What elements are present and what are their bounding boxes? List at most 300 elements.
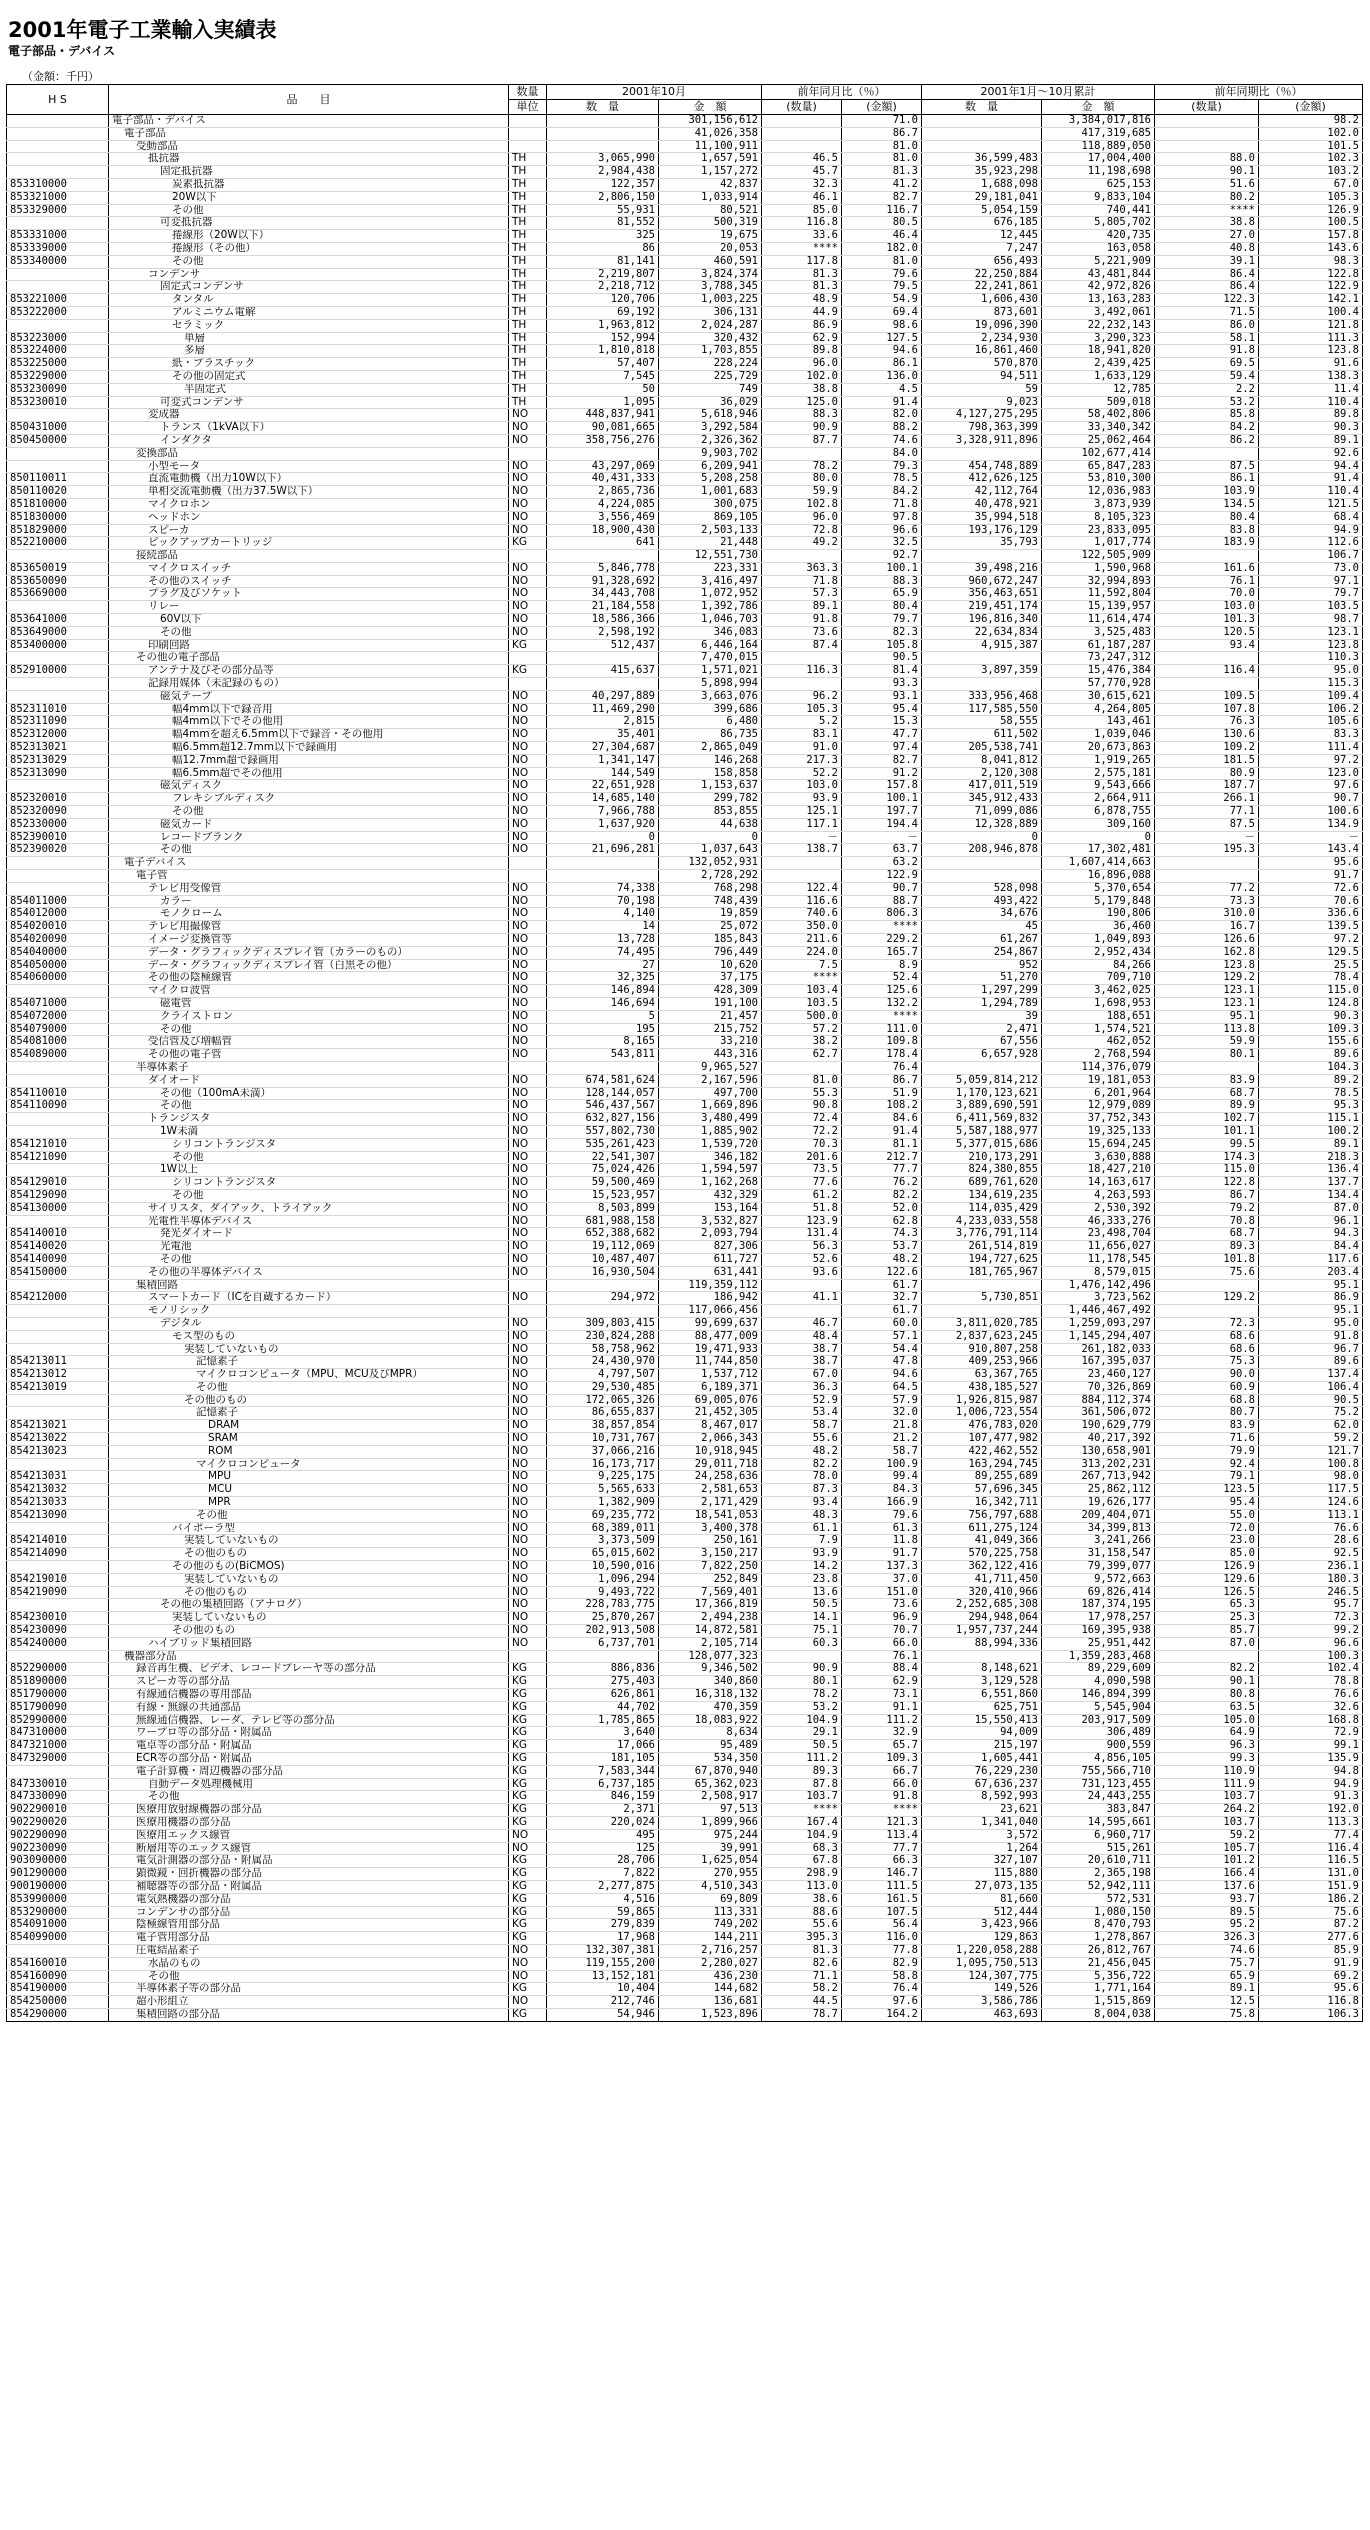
cell-unit: NO <box>509 601 547 614</box>
cell-cum-amt-pct: 102.4 <box>1259 1663 1363 1676</box>
cell-cum-qty: 35,923,298 <box>922 166 1042 179</box>
cell-item: 電気熱機器の部分品 <box>109 1893 509 1906</box>
cell-amt-pct: 92.7 <box>842 550 922 563</box>
cell-qty: 40,297,889 <box>547 690 659 703</box>
cell-cum-amt-pct: 89.1 <box>1259 1138 1363 1151</box>
cell-amt-pct: 109.8 <box>842 1036 922 1049</box>
cell-cum-amount: 15,139,957 <box>1042 601 1155 614</box>
table-row <box>7 1804 1363 1817</box>
table-row <box>7 281 1363 294</box>
cell-cum-amount: 1,278,867 <box>1042 1932 1155 1945</box>
cell-item: 顕微鏡・回折機器の部分品 <box>109 1868 509 1881</box>
cell-unit: NO <box>509 1138 547 1151</box>
cell-hs: 854213090 <box>7 1509 109 1522</box>
cell-cum-qty: 34,676 <box>922 908 1042 921</box>
cell-qty-pct: 89.3 <box>762 1765 842 1778</box>
cell-hs <box>7 690 109 703</box>
cell-amt-pct: 73.1 <box>842 1689 922 1702</box>
cell-hs: 853321000 <box>7 191 109 204</box>
cell-qty-pct: 58.7 <box>762 1420 842 1433</box>
cell-amt-pct: 116.7 <box>842 204 922 217</box>
cell-cum-amt-pct: 124.6 <box>1259 1497 1363 1510</box>
cell-amt-pct: 136.0 <box>842 370 922 383</box>
cell-cum-amount: 34,399,813 <box>1042 1522 1155 1535</box>
cell-qty-pct: 138.7 <box>762 844 842 857</box>
cell-qty: 3,640 <box>547 1727 659 1740</box>
cell-cum-qty: 327,107 <box>922 1855 1042 1868</box>
table-row <box>7 1996 1363 2009</box>
cell-cum-qty-pct <box>1155 1061 1259 1074</box>
cell-cum-qty-pct: 55.0 <box>1155 1509 1259 1522</box>
cell-cum-amt-pct: 136.4 <box>1259 1164 1363 1177</box>
cell-qty-pct: 7.5 <box>762 959 842 972</box>
cell-unit: TH <box>509 358 547 371</box>
table-row <box>7 997 1363 1010</box>
cell-cum-amount: 33,340,342 <box>1042 422 1155 435</box>
cell-cum-qty: 4,127,275,295 <box>922 409 1042 422</box>
cell-hs: 852210000 <box>7 537 109 550</box>
cell-item: その他の陰極線管 <box>109 972 509 985</box>
cell-qty-pct: 88.6 <box>762 1906 842 1919</box>
cell-amt-pct: 32.9 <box>842 1727 922 1740</box>
cell-item: 録音再生機、ビデオ、レコードプレーヤ等の部分品 <box>109 1663 509 1676</box>
cell-cum-amount: 313,202,231 <box>1042 1458 1155 1471</box>
cell-cum-qty-pct: 83.8 <box>1155 524 1259 537</box>
cell-item: DRAM <box>109 1420 509 1433</box>
cell-cum-qty: 2,120,308 <box>922 767 1042 780</box>
cell-qty: 34,443,708 <box>547 588 659 601</box>
cell-qty: 65,015,602 <box>547 1548 659 1561</box>
cell-qty: 6,737,701 <box>547 1637 659 1650</box>
cell-amount: 346,182 <box>659 1151 762 1164</box>
cell-cum-qty-pct: － <box>1155 831 1259 844</box>
cell-amt-pct: 111.2 <box>842 1714 922 1727</box>
cell-qty-pct: 67.0 <box>762 1369 842 1382</box>
table-row <box>7 460 1363 473</box>
cell-amount: 97,513 <box>659 1804 762 1817</box>
cell-cum-amt-pct: 98.3 <box>1259 255 1363 268</box>
cell-amount: 270,955 <box>659 1868 762 1881</box>
cell-cum-amount: 11,614,474 <box>1042 614 1155 627</box>
cell-item: その他の電子管 <box>109 1049 509 1062</box>
cell-cum-amt-pct: 115.1 <box>1259 1113 1363 1126</box>
cell-cum-qty-pct: 73.3 <box>1155 895 1259 908</box>
cell-hs <box>7 1394 109 1407</box>
cell-amt-pct: 21.2 <box>842 1433 922 1446</box>
cell-unit: NO <box>509 1228 547 1241</box>
cell-item: 印刷回路 <box>109 639 509 652</box>
cell-amount: 153,164 <box>659 1202 762 1215</box>
cell-qty <box>547 870 659 883</box>
cell-cum-amt-pct: 97.1 <box>1259 575 1363 588</box>
cell-amt-pct: 53.7 <box>842 1241 922 1254</box>
cell-cum-qty-pct: 85.8 <box>1155 409 1259 422</box>
cell-cum-amount: 6,960,717 <box>1042 1829 1155 1842</box>
cell-qty-pct: 52.9 <box>762 1394 842 1407</box>
col-unit: 単位 <box>509 100 547 115</box>
cell-qty: 5,565,633 <box>547 1484 659 1497</box>
cell-unit <box>509 1305 547 1318</box>
cell-cum-amt-pct: 87.0 <box>1259 1202 1363 1215</box>
cell-unit: NO <box>509 818 547 831</box>
cell-hs: 854129090 <box>7 1189 109 1202</box>
cell-amt-pct: 100.9 <box>842 1458 922 1471</box>
cell-amt-pct: 37.0 <box>842 1573 922 1586</box>
cell-cum-qty: 528,098 <box>922 882 1042 895</box>
cell-qty-pct: 125.0 <box>762 396 842 409</box>
cell-cum-qty-pct: 63.5 <box>1155 1701 1259 1714</box>
cell-qty: 59,865 <box>547 1906 659 1919</box>
cell-amt-pct: 122.6 <box>842 1266 922 1279</box>
cell-cum-amount: 4,263,593 <box>1042 1189 1155 1202</box>
cell-cum-amount: 5,805,702 <box>1042 217 1155 230</box>
cell-cum-amount: 17,978,257 <box>1042 1612 1155 1625</box>
cell-qty-pct: 96.2 <box>762 690 842 703</box>
cell-cum-amt-pct: 98.2 <box>1259 115 1363 128</box>
cell-cum-qty-pct: 69.5 <box>1155 358 1259 371</box>
cell-unit: NO <box>509 844 547 857</box>
col-cum-qty-pct: (数量) <box>1155 100 1259 115</box>
cell-qty: 74,495 <box>547 946 659 959</box>
cell-amount: 1,657,591 <box>659 153 762 166</box>
cell-cum-amt-pct: 92.5 <box>1259 1548 1363 1561</box>
cell-cum-amt-pct: 122.9 <box>1259 281 1363 294</box>
cell-qty: 886,836 <box>547 1663 659 1676</box>
cell-qty: 1,095 <box>547 396 659 409</box>
table-row <box>7 1253 1363 1266</box>
cell-amount: 5,618,946 <box>659 409 762 422</box>
cell-hs <box>7 550 109 563</box>
cell-cum-amount: 1,049,893 <box>1042 934 1155 947</box>
cell-amount: 3,150,217 <box>659 1548 762 1561</box>
cell-cum-qty-pct: 95.1 <box>1155 1010 1259 1023</box>
cell-cum-amount: 25,862,112 <box>1042 1484 1155 1497</box>
cell-hs: 852313021 <box>7 742 109 755</box>
cell-amt-pct: 111.0 <box>842 1023 922 1036</box>
cell-hs <box>7 1164 109 1177</box>
cell-hs: 854099000 <box>7 1932 109 1945</box>
cell-unit: NO <box>509 1599 547 1612</box>
cell-item: 実装していないもの <box>109 1612 509 1625</box>
cell-unit: NO <box>509 690 547 703</box>
table-row <box>7 1458 1363 1471</box>
cell-qty: 122,357 <box>547 178 659 191</box>
table-row <box>7 1113 1363 1126</box>
cell-qty-pct: 116.3 <box>762 665 842 678</box>
cell-unit: NO <box>509 716 547 729</box>
cell-qty: 2,371 <box>547 1804 659 1817</box>
cell-cum-amt-pct: 134.9 <box>1259 818 1363 831</box>
cell-qty-pct: 73.5 <box>762 1164 842 1177</box>
cell-unit <box>509 1279 547 1292</box>
cell-qty: 29,530,485 <box>547 1381 659 1394</box>
col-item: 品 目 <box>109 85 509 115</box>
cell-amt-pct: 51.9 <box>842 1087 922 1100</box>
cell-amt-pct: 79.6 <box>842 268 922 281</box>
cell-qty: 415,637 <box>547 665 659 678</box>
cell-item: テレビ用受像管 <box>109 882 509 895</box>
cell-amt-pct: 94.6 <box>842 1369 922 1382</box>
cell-cum-qty-pct: 86.2 <box>1155 434 1259 447</box>
cell-cum-amt-pct: 100.3 <box>1259 1650 1363 1663</box>
cell-hs: 853222000 <box>7 306 109 319</box>
cell-qty-pct: 59.9 <box>762 486 842 499</box>
cell-cum-amount: 3,525,483 <box>1042 626 1155 639</box>
cell-cum-amt-pct: 117.5 <box>1259 1484 1363 1497</box>
cell-cum-qty-pct: 23.0 <box>1155 1535 1259 1548</box>
table-row <box>7 396 1363 409</box>
cell-amount: 500,319 <box>659 217 762 230</box>
cell-item: 固定抵抗器 <box>109 166 509 179</box>
cell-cum-qty-pct: 68.8 <box>1155 1394 1259 1407</box>
cell-qty-pct <box>762 1061 842 1074</box>
table-row <box>7 1445 1363 1458</box>
cell-cum-amount: 11,592,804 <box>1042 588 1155 601</box>
cell-item: コンデンサの部分品 <box>109 1906 509 1919</box>
cell-item: その他 <box>109 1189 509 1202</box>
cell-amt-pct: 69.4 <box>842 306 922 319</box>
cell-amount: 1,537,712 <box>659 1369 762 1382</box>
cell-amt-pct: 100.1 <box>842 793 922 806</box>
cell-unit: NO <box>509 524 547 537</box>
cell-cum-amount: 19,626,177 <box>1042 1497 1155 1510</box>
cell-qty-pct: 72.8 <box>762 524 842 537</box>
cell-cum-qty-pct: 126.9 <box>1155 1561 1259 1574</box>
cell-cum-amount: 2,768,594 <box>1042 1049 1155 1062</box>
cell-qty-pct: 87.7 <box>762 434 842 447</box>
cell-cum-qty: 2,252,685,308 <box>922 1599 1042 1612</box>
cell-amt-pct: 82.2 <box>842 1189 922 1202</box>
cell-item: MPR <box>109 1497 509 1510</box>
cell-amt-pct: 91.2 <box>842 767 922 780</box>
cell-cum-qty-pct: 109.2 <box>1155 742 1259 755</box>
cell-amount: 33,210 <box>659 1036 762 1049</box>
cell-cum-amount: 1,771,164 <box>1042 1983 1155 1996</box>
col-cum-amt-pct: (金額) <box>1259 100 1363 115</box>
cell-amount: 300,075 <box>659 498 762 511</box>
cell-cum-qty: 1,926,815,987 <box>922 1394 1042 1407</box>
cell-hs <box>7 678 109 691</box>
cell-unit: TH <box>509 166 547 179</box>
col-cum-group: 2001年1月～10月累計 <box>922 85 1155 100</box>
cell-qty: 2,865,736 <box>547 486 659 499</box>
cell-cum-amt-pct: 78.4 <box>1259 972 1363 985</box>
cell-item: テレビ用撮像管 <box>109 921 509 934</box>
cell-amount: 2,171,429 <box>659 1497 762 1510</box>
cell-qty-pct: 103.4 <box>762 985 842 998</box>
cell-unit: NO <box>509 767 547 780</box>
table-row <box>7 1010 1363 1023</box>
table-row <box>7 1842 1363 1855</box>
cell-cum-qty: 2,837,623,245 <box>922 1330 1042 1343</box>
cell-unit: NO <box>509 1829 547 1842</box>
cell-qty-pct <box>762 140 842 153</box>
table-row <box>7 1599 1363 1612</box>
cell-qty-pct: 131.4 <box>762 1228 842 1241</box>
cell-qty <box>547 115 659 128</box>
cell-cum-qty: 58,555 <box>922 716 1042 729</box>
cell-qty-pct <box>762 447 842 460</box>
cell-cum-qty: 422,462,552 <box>922 1445 1042 1458</box>
cell-cum-qty <box>922 447 1042 460</box>
cell-qty-pct: 77.6 <box>762 1177 842 1190</box>
cell-hs: 854190000 <box>7 1983 109 1996</box>
table-row <box>7 1919 1363 1932</box>
cell-hs <box>7 1330 109 1343</box>
cell-cum-amount: 52,942,111 <box>1042 1880 1155 1893</box>
cell-qty-pct: 93.6 <box>762 1266 842 1279</box>
cell-qty-pct: 85.0 <box>762 204 842 217</box>
cell-cum-qty: 798,363,399 <box>922 422 1042 435</box>
cell-hs: 854130000 <box>7 1202 109 1215</box>
cell-amt-pct: 48.2 <box>842 1253 922 1266</box>
cell-cum-qty: 412,626,125 <box>922 473 1042 486</box>
cell-amt-pct: 90.7 <box>842 882 922 895</box>
cell-cum-amount: 36,460 <box>1042 921 1155 934</box>
cell-item: 水晶のもの <box>109 1957 509 1970</box>
cell-item: 集積回路 <box>109 1279 509 1292</box>
cell-amount: 6,189,371 <box>659 1381 762 1394</box>
cell-cum-qty-pct: 187.7 <box>1155 780 1259 793</box>
cell-unit <box>509 870 547 883</box>
cell-item: トランジスタ <box>109 1113 509 1126</box>
cell-qty <box>547 550 659 563</box>
cell-amount: 11,744,850 <box>659 1356 762 1369</box>
cell-cum-amount: 22,232,143 <box>1042 319 1155 332</box>
cell-qty: 68,389,011 <box>547 1522 659 1535</box>
cell-unit: TH <box>509 319 547 332</box>
table-row <box>7 140 1363 153</box>
cell-cum-qty-pct: 83.9 <box>1155 1420 1259 1433</box>
cell-cum-qty-pct: 68.6 <box>1155 1343 1259 1356</box>
cell-cum-amount: 23,460,127 <box>1042 1369 1155 1382</box>
cell-item: 小型モータ <box>109 460 509 473</box>
table-row <box>7 1061 1363 1074</box>
cell-cum-amt-pct: 151.9 <box>1259 1880 1363 1893</box>
cell-item: マイクロスイッチ <box>109 562 509 575</box>
cell-unit: NO <box>509 422 547 435</box>
cell-amount: 436,230 <box>659 1970 762 1983</box>
cell-cum-qty: 294,948,064 <box>922 1612 1042 1625</box>
cell-qty-pct: 62.7 <box>762 1049 842 1062</box>
cell-hs: 854213021 <box>7 1420 109 1433</box>
cell-cum-amount: 417,319,685 <box>1042 127 1155 140</box>
cell-amount: 2,581,653 <box>659 1484 762 1497</box>
cell-item: その他のもの <box>109 1586 509 1599</box>
cell-unit: KG <box>509 1676 547 1689</box>
table-row <box>7 1305 1363 1318</box>
cell-hs <box>7 1343 109 1356</box>
cell-qty: 17,968 <box>547 1932 659 1945</box>
cell-amount: 1,594,597 <box>659 1164 762 1177</box>
cell-cum-amt-pct: 157.8 <box>1259 230 1363 243</box>
col-cum-qty: 数 量 <box>922 100 1042 115</box>
cell-amount: 225,729 <box>659 370 762 383</box>
cell-cum-amt-pct: 113.1 <box>1259 1509 1363 1522</box>
cell-cum-amount: 12,036,983 <box>1042 486 1155 499</box>
cell-qty: 0 <box>547 831 659 844</box>
cell-amount: 86,735 <box>659 729 762 742</box>
cell-cum-qty-pct: 68.6 <box>1155 1330 1259 1343</box>
cell-unit: KG <box>509 1919 547 1932</box>
cell-cum-amt-pct: 100.4 <box>1259 306 1363 319</box>
cell-item: 超小形組立 <box>109 1996 509 2009</box>
cell-unit: NO <box>509 1074 547 1087</box>
table-row <box>7 1433 1363 1446</box>
cell-qty-pct: 70.3 <box>762 1138 842 1151</box>
cell-cum-qty: 124,307,775 <box>922 1970 1042 1983</box>
cell-qty-pct <box>762 115 842 128</box>
cell-amt-pct: 79.6 <box>842 1509 922 1522</box>
table-row <box>7 1868 1363 1881</box>
cell-unit: NO <box>509 1151 547 1164</box>
table-row <box>7 242 1363 255</box>
cell-cum-amt-pct: 126.9 <box>1259 204 1363 217</box>
cell-item: 紙・プラスチック <box>109 358 509 371</box>
cell-cum-qty: 193,176,129 <box>922 524 1042 537</box>
cell-unit: KG <box>509 1893 547 1906</box>
cell-cum-qty: 205,538,741 <box>922 742 1042 755</box>
cell-cum-amt-pct: 138.3 <box>1259 370 1363 383</box>
cell-qty-pct: 61.1 <box>762 1522 842 1535</box>
cell-cum-amt-pct: 91.3 <box>1259 1791 1363 1804</box>
cell-cum-qty: 12,328,889 <box>922 818 1042 831</box>
cell-cum-qty-pct: 89.1 <box>1155 1983 1259 1996</box>
cell-qty: 81,552 <box>547 217 659 230</box>
cell-qty-pct: 55.6 <box>762 1433 842 1446</box>
cell-cum-amt-pct: 123.8 <box>1259 345 1363 358</box>
cell-cum-qty: 1,095,750,513 <box>922 1957 1042 1970</box>
cell-qty <box>547 678 659 691</box>
cell-qty: 172,065,326 <box>547 1394 659 1407</box>
cell-qty: 25,870,267 <box>547 1612 659 1625</box>
cell-qty: 495 <box>547 1829 659 1842</box>
cell-cum-amt-pct: 68.4 <box>1259 511 1363 524</box>
cell-qty-pct: 73.6 <box>762 626 842 639</box>
cell-cum-qty-pct: 103.7 <box>1155 1791 1259 1804</box>
table-row <box>7 1151 1363 1164</box>
cell-unit: NO <box>509 997 547 1010</box>
table-row <box>7 882 1363 895</box>
cell-hs: 853400000 <box>7 639 109 652</box>
cell-cum-amount: 167,395,037 <box>1042 1356 1155 1369</box>
table-row <box>7 1074 1363 1087</box>
table-row <box>7 1292 1363 1305</box>
cell-cum-qty-pct: 90.1 <box>1155 166 1259 179</box>
cell-cum-amount: 1,017,774 <box>1042 537 1155 550</box>
cell-qty-pct: 117.1 <box>762 818 842 831</box>
cell-amount: 18,541,053 <box>659 1509 762 1522</box>
table-row <box>7 652 1363 665</box>
table-row <box>7 1855 1363 1868</box>
cell-qty-pct: 87.4 <box>762 639 842 652</box>
cell-hs <box>7 217 109 230</box>
cell-cum-qty-pct: 2.2 <box>1155 383 1259 396</box>
cell-cum-qty: 625,751 <box>922 1701 1042 1714</box>
cell-qty-pct: 88.3 <box>762 409 842 422</box>
cell-amount: 7,470,015 <box>659 652 762 665</box>
cell-amount: 1,072,952 <box>659 588 762 601</box>
cell-cum-qty-pct: 195.3 <box>1155 844 1259 857</box>
cell-qty: 4,140 <box>547 908 659 921</box>
table-row <box>7 806 1363 819</box>
cell-cum-qty: 36,599,483 <box>922 153 1042 166</box>
cell-unit: NO <box>509 1343 547 1356</box>
cell-cum-amt-pct: 90.3 <box>1259 422 1363 435</box>
cell-item: 断層用等のエックス線管 <box>109 1842 509 1855</box>
table-row <box>7 1612 1363 1625</box>
cell-hs: 851890000 <box>7 1676 109 1689</box>
